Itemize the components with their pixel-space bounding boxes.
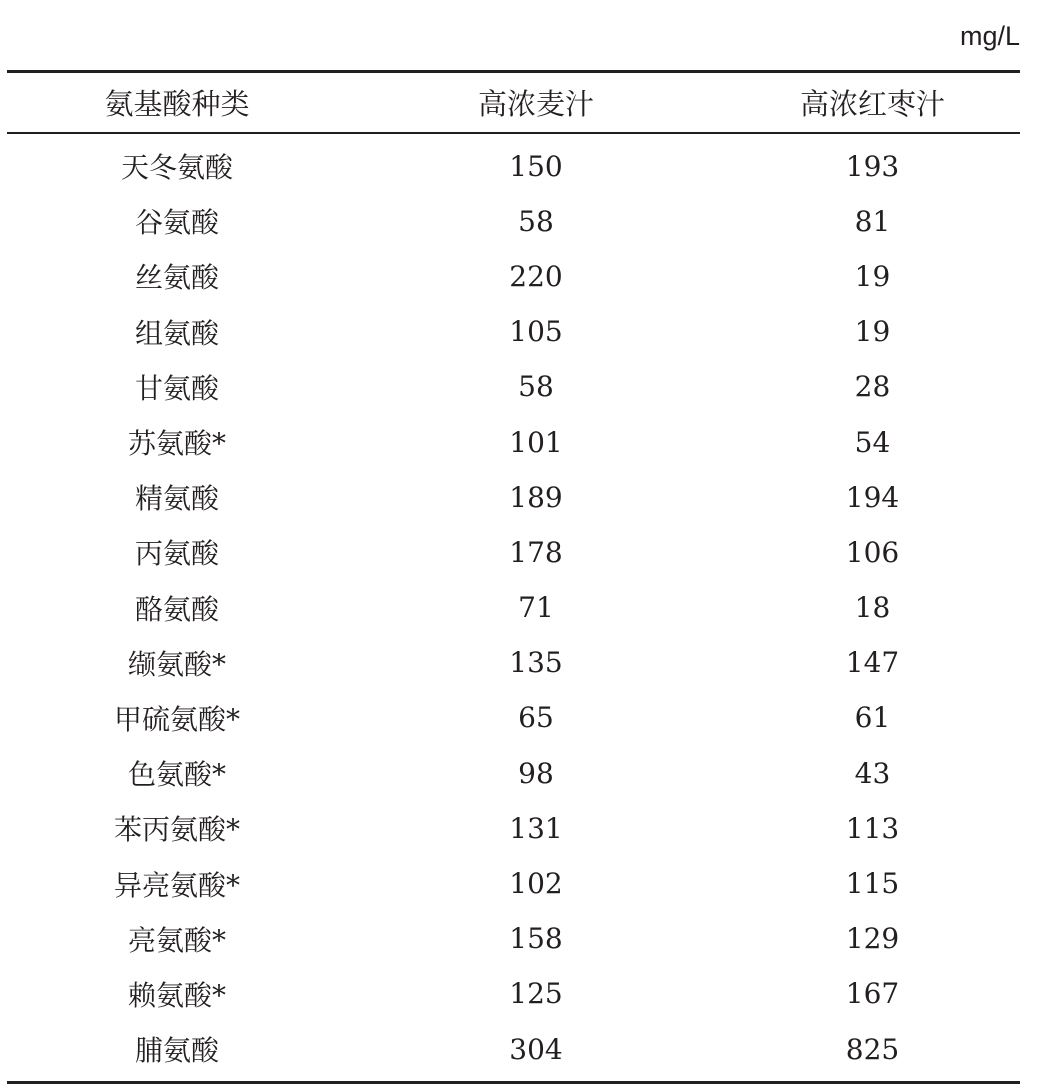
jujube-juice-value: 61 <box>854 701 891 735</box>
wort-value: 178 <box>509 535 563 569</box>
wort-value: 135 <box>509 646 563 680</box>
jujube-juice-value: 81 <box>854 204 891 238</box>
amino-acid-name: 酪氨酸 <box>134 592 219 626</box>
wort-value: 150 <box>509 149 563 183</box>
amino-acid-name: 组氨酸 <box>134 316 219 350</box>
wort-value: 65 <box>518 701 554 735</box>
header-amino-acid-type: 氨基酸种类 <box>104 87 250 121</box>
amino-acid-name: 色氨酸* <box>127 758 226 792</box>
amino-acid-table <box>7 70 1020 1084</box>
wort-value: 158 <box>509 922 563 956</box>
jujube-juice-value: 167 <box>845 977 900 1011</box>
jujube-juice-value: 825 <box>845 1032 900 1066</box>
wort-value: 220 <box>509 259 563 293</box>
table-row <box>7 359 1020 414</box>
wort-value: 101 <box>509 425 563 459</box>
table-row <box>7 856 1020 911</box>
jujube-juice-value: 43 <box>854 756 891 790</box>
wort-value: 105 <box>509 315 563 349</box>
table-row <box>7 911 1020 966</box>
amino-acid-name: 苯丙氨酸* <box>113 813 240 847</box>
amino-acid-name: 苏氨酸* <box>127 427 226 461</box>
amino-acid-name: 精氨酸 <box>134 482 219 516</box>
table-row <box>7 690 1020 745</box>
amino-acid-name: 赖氨酸* <box>127 978 226 1012</box>
table-row <box>7 1022 1020 1077</box>
table-row <box>7 580 1020 635</box>
table-row <box>7 194 1020 249</box>
wort-value: 71 <box>518 591 554 625</box>
jujube-juice-value: 19 <box>854 259 891 293</box>
jujube-juice-value: 28 <box>854 370 891 404</box>
amino-acid-name: 甲硫氨酸* <box>113 702 240 736</box>
wort-value: 98 <box>518 756 554 790</box>
unit-label: mg/L <box>959 21 1020 51</box>
jujube-juice-value: 193 <box>845 149 900 183</box>
header-high-gravity-wort: 高浓麦汁 <box>477 87 594 121</box>
amino-acid-name: 丝氨酸 <box>134 261 219 295</box>
table-row <box>7 470 1020 525</box>
jujube-juice-value: 54 <box>854 425 891 459</box>
jujube-juice-value: 113 <box>845 811 900 845</box>
table-row <box>7 414 1020 469</box>
amino-acid-name: 异亮氨酸* <box>113 868 240 902</box>
jujube-juice-value: 115 <box>845 867 900 901</box>
amino-acid-name: 谷氨酸 <box>134 206 219 240</box>
jujube-juice-value: 147 <box>845 646 900 680</box>
wort-value: 58 <box>518 370 554 404</box>
jujube-juice-value: 18 <box>854 591 891 625</box>
table-row <box>7 801 1020 856</box>
jujube-juice-value: 194 <box>845 480 900 514</box>
amino-acid-name: 天冬氨酸 <box>120 151 233 185</box>
jujube-juice-value: 106 <box>845 535 900 569</box>
table-row <box>7 249 1020 304</box>
wort-value: 125 <box>509 977 563 1011</box>
table-header-row <box>7 73 1020 132</box>
wort-value: 102 <box>509 867 563 901</box>
table-row <box>7 635 1020 690</box>
table-bottom-rule <box>7 1081 1020 1084</box>
wort-value: 58 <box>518 204 554 238</box>
amino-acid-name: 甘氨酸 <box>134 371 219 405</box>
amino-acid-name: 丙氨酸 <box>134 537 219 571</box>
table-row <box>7 746 1020 801</box>
table-body <box>7 134 1020 1081</box>
table-row <box>7 525 1020 580</box>
header-high-gravity-jujube-juice: 高浓红枣汁 <box>799 87 945 121</box>
amino-acid-name: 缬氨酸* <box>127 647 226 681</box>
amino-acid-name: 脯氨酸 <box>134 1034 219 1068</box>
table-row <box>7 966 1020 1021</box>
table-row <box>7 139 1020 194</box>
wort-value: 131 <box>509 811 563 845</box>
jujube-juice-value: 129 <box>845 922 900 956</box>
table-row <box>7 304 1020 359</box>
wort-value: 189 <box>509 480 563 514</box>
jujube-juice-value: 19 <box>854 315 891 349</box>
amino-acid-name: 亮氨酸* <box>127 923 226 957</box>
wort-value: 304 <box>509 1032 563 1066</box>
